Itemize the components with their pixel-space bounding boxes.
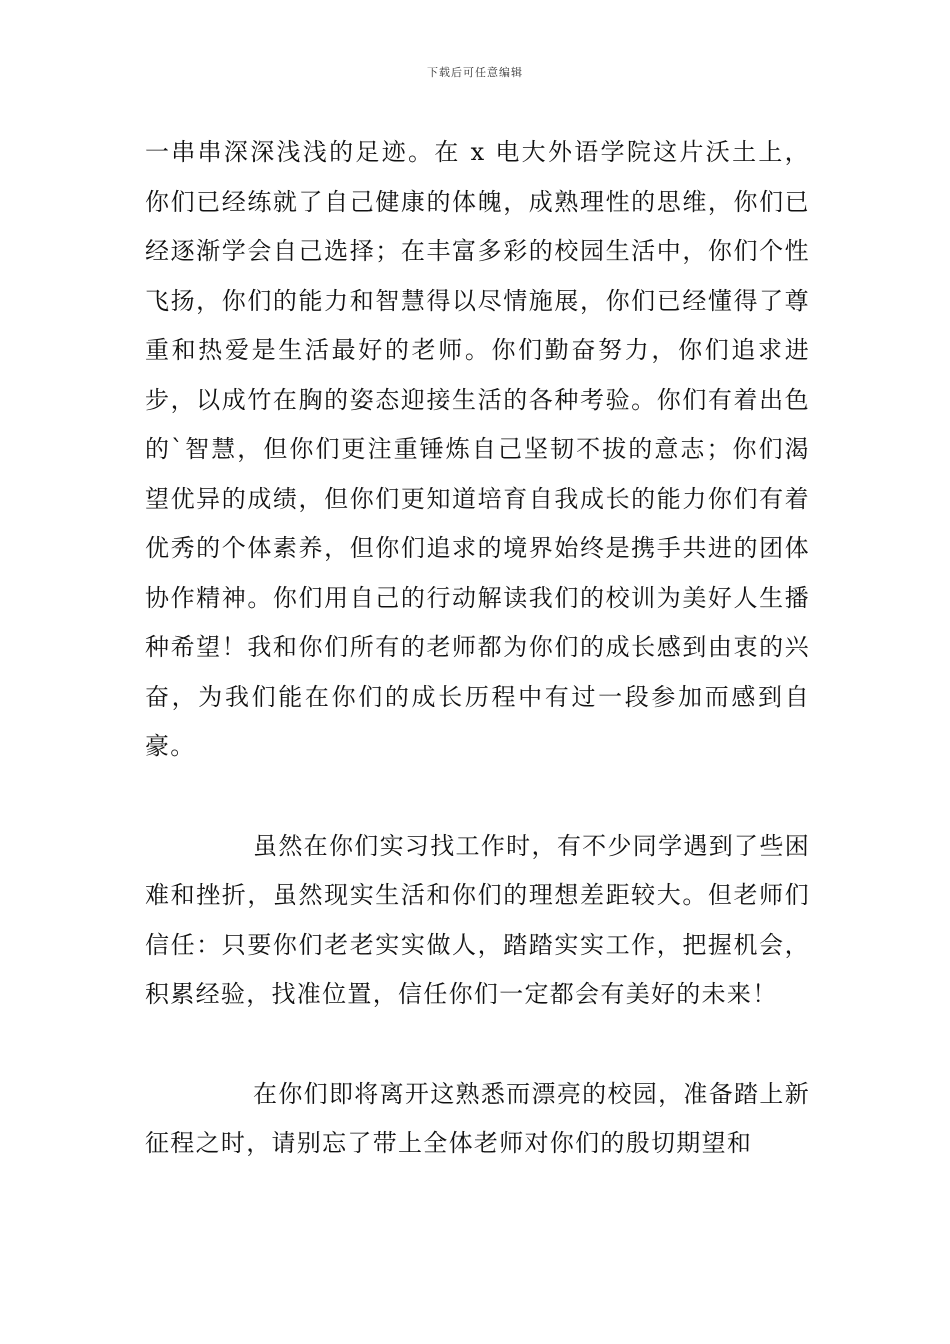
paragraph-2: 虽然在你们实习找工作时，有不少同学遇到了些困难和挫折，虽然现实生活和你们的理想差距较大。但老师们信任：只要你们老老实实做人，踏踏实实工作，把握机会，积累经验，找准位置，信任你们一定都会有美好的未来！ — [145, 831, 810, 1008]
paragraph-gap — [145, 772, 810, 822]
document-body — [145, 128, 810, 1169]
paragraph-1: 一串串深深浅浅的足迹。在 x 电大外语学院这片沃土上，你们已经练就了自己健康的体魄，成熟理性的思维，你们已经逐渐学会自己选择；在丰富多彩的校园生活中，你们个性飞扬，你们的能力和智慧得以尽情施展，你们已经懂得了尊重和热爱是生活最好的老师。你们勤奋努力，你们追求进步，以成竹在胸的姿态迎接生活的各种考验。你们有着出色的`智慧，但你们更注重锤炼自己坚韧不拔的意志；你们渴望优异的成绩，但你们更知道培育自我成长的能力你们有着优秀的个体素养，但你们追求的境界始终是携手共进的团体协作精神。你们用自己的行动解读我们的校训为美好人生播种希望！我和你们所有的老师都为你们的成长感到由衷的兴奋，为我们能在你们的成长历程中有过一段参加而感到自豪。 — [145, 138, 810, 760]
header-note: 下载后可任意编辑 — [427, 66, 523, 79]
paragraph-3: 在你们即将离开这熟悉而漂亮的校园，准备踏上新征程之时，请别忘了带上全体老师对你们的殷切期望和 — [145, 1079, 810, 1157]
paragraph-gap — [145, 1020, 810, 1070]
